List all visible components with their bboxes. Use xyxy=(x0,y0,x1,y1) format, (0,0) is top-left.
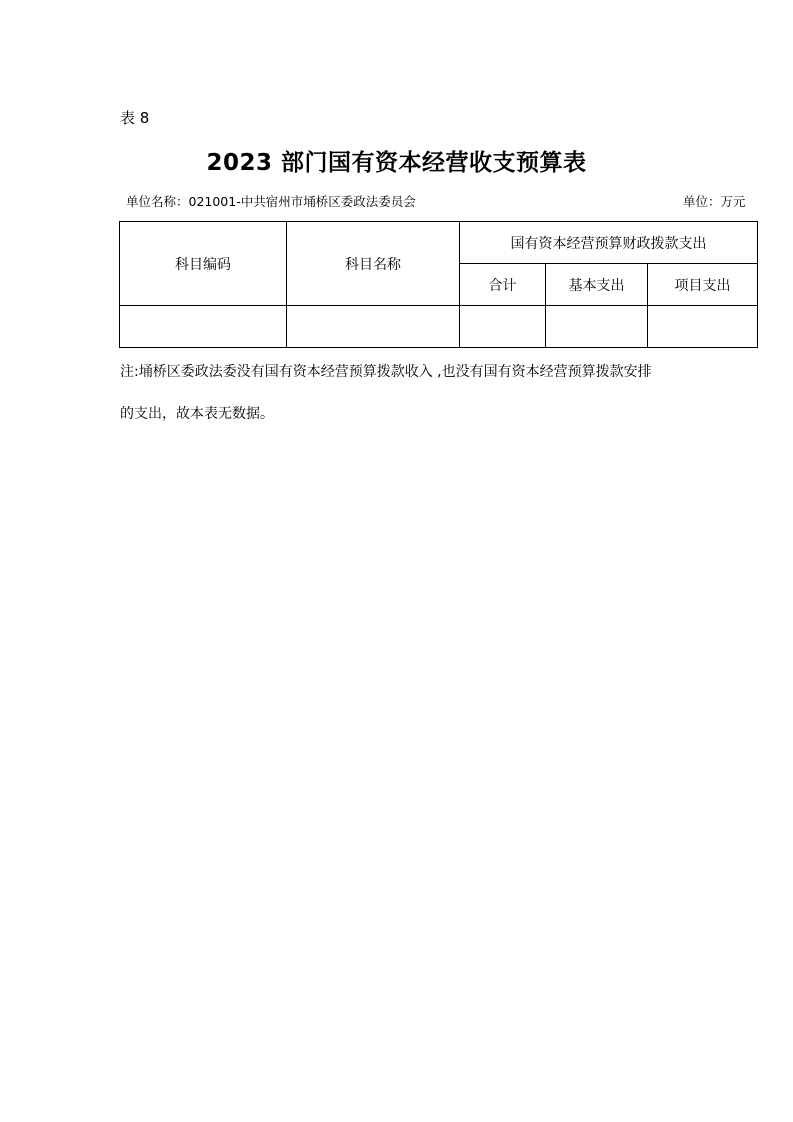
table-cell xyxy=(546,306,648,348)
note-line-2: 的支出，故本表无数据。 xyxy=(120,406,274,422)
header-subject-name: 科目名称 xyxy=(287,222,460,306)
unit-name-label: 单位名称：021001-中共宿州市埇桥区委政法委员会 xyxy=(126,194,416,209)
header-project-expenditure: 项目支出 xyxy=(648,264,758,306)
table-cell xyxy=(460,306,546,348)
header-basic-expenditure: 基本支出 xyxy=(546,264,648,306)
table-cell xyxy=(287,306,460,348)
table-cell xyxy=(120,306,287,348)
budget-table xyxy=(119,221,758,348)
note-line-1: 注:埇桥区委政法委没有国有资本经营预算拨款收入 ,也没有国有资本经营预算拨款安排 xyxy=(120,364,652,380)
header-total: 合计 xyxy=(460,264,546,306)
page-title: 2023 部门国有资本经营收支预算表 xyxy=(206,150,587,176)
table-row xyxy=(120,306,758,348)
header-subject-code: 科目编码 xyxy=(120,222,287,306)
unit-label: 单位：万元 xyxy=(683,194,746,209)
table-number: 表 8 xyxy=(120,109,150,127)
header-state-capital-expenditure: 国有资本经营预算财政拨款支出 xyxy=(460,222,758,264)
table-cell xyxy=(648,306,758,348)
